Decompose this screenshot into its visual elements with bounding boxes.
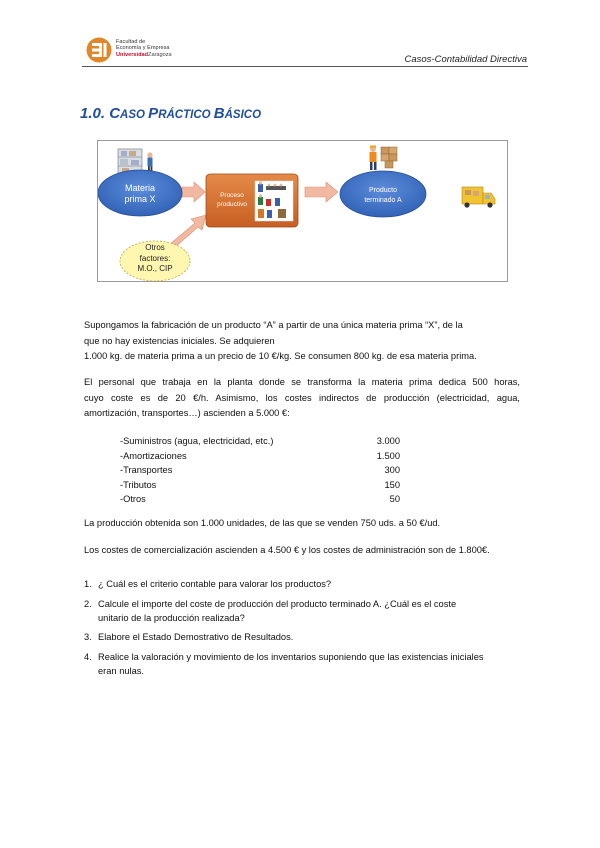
process-label — [208, 191, 256, 209]
cost-label: -Amortizaciones — [120, 450, 187, 461]
cost-label: -Otros — [120, 494, 146, 504]
cost-row — [120, 436, 400, 451]
title-cap-3: B — [213, 105, 225, 122]
worker-with-boxes-icon — [370, 146, 398, 171]
question-number: 4. — [84, 652, 92, 662]
question-text: Realice la valoración y movimiento de los inventarios suponiendo que las existencias iniciales — [98, 652, 484, 662]
logo-line-1: Facultad de — [116, 39, 146, 45]
cost-row — [120, 451, 400, 466]
question-number: 1. — [84, 579, 92, 589]
cost-value: 150 — [384, 479, 400, 490]
title-cap-2: P — [148, 105, 159, 122]
question-number: 3. — [84, 632, 92, 642]
paragraph-1-line-1: Supongamos la fabricación de un producto “A” a partir de una única materia prima “X”, de la — [84, 320, 463, 330]
question-text: Calcule el importe del coste de producción del producto terminado A. ¿Cuál es el coste — [98, 599, 457, 609]
cost-row — [120, 465, 400, 480]
question-item — [84, 631, 524, 645]
title-rest-2: RÁCTICO — [158, 109, 214, 121]
paragraph-4: Los costes de comercialización ascienden a 4.500 € y los costes de administración son de 1.800€. — [84, 545, 490, 555]
arrow-to-process — [182, 182, 205, 202]
question-number: 2. — [84, 599, 92, 609]
cost-label: -Tributos — [120, 479, 157, 490]
arrow-to-product — [305, 182, 338, 202]
question-item — [84, 651, 524, 679]
raw-material-label — [98, 183, 182, 205]
process-line-2: productivo — [217, 201, 247, 208]
question-text-continued: unitario de la producción realizada? — [98, 612, 245, 623]
logo-line-2: Economía y Empresa — [116, 45, 170, 52]
question-item — [84, 578, 524, 592]
question-item — [84, 598, 524, 626]
cost-row — [120, 494, 400, 509]
university-logo-icon — [86, 37, 112, 63]
raw-material-line-2: prima X — [124, 194, 156, 204]
finished-product-line-2: terminado A — [364, 196, 402, 204]
cost-value: 3.000 — [376, 436, 400, 446]
paragraph-2-line-1: El personal que trabaja en la planta donde se transforma la materia prima dedica 500 horas, — [84, 377, 520, 387]
finished-product-label — [340, 186, 426, 205]
other-factors-line-1: Otros — [145, 243, 165, 252]
title-rest-3: ÁSICO — [224, 109, 262, 121]
question-text-continued: eran nulas. — [98, 665, 144, 676]
university-logo-text — [116, 39, 172, 58]
production-diagram — [97, 140, 508, 282]
finished-product-line-1: Producto — [368, 187, 398, 194]
cost-label: -Suministros (agua, electricidad, etc.) — [120, 436, 274, 446]
question-text: Elabore el Estado Demostrativo de Resultados. — [98, 632, 294, 642]
cost-label: -Transportes — [120, 465, 173, 475]
header-divider — [82, 66, 528, 67]
paragraph-3: La producción obtenida son 1.000 unidades, de las que se venden 750 uds. a 50 €/ud. — [84, 518, 441, 528]
cost-value: 1.500 — [376, 450, 400, 461]
cost-value: 300 — [384, 465, 400, 475]
paragraph-1-line-3: 1.000 kg. de materia prima a un precio de 10 €/kg. Se consumen 800 kg. de esa materia prima. — [84, 351, 477, 361]
question-text: ¿ Cuál es el criterio contable para valorar los productos? — [98, 579, 332, 589]
cost-value: 50 — [389, 494, 400, 504]
process-line-1: Proceso — [220, 192, 244, 199]
paragraph-1-line-2: que no hay existencias iniciales. Se adquieren — [84, 335, 275, 346]
title-cap-1: C — [109, 105, 121, 122]
paragraph-1 — [84, 318, 520, 365]
running-header: Casos-Contabilidad Directiva — [404, 54, 527, 65]
paragraph-2-line-2: cuyo coste es de 20 €/h. Asimismo, los costes indirectos de producción (electricidad, agua, — [84, 392, 520, 403]
paragraph-2-line-3: amortización, transportes…) ascienden a 5.000 €: — [84, 408, 290, 418]
other-factors-label — [120, 243, 190, 275]
other-factors-line-2: factores: — [139, 253, 171, 263]
logo-line-3a: Universidad — [116, 51, 149, 58]
cost-row — [120, 480, 400, 495]
raw-material-line-1: Materia — [124, 183, 155, 193]
title-number: 1.0. — [80, 105, 106, 122]
other-factors-line-3: M.O., CIP — [137, 264, 173, 273]
section-title — [80, 105, 261, 122]
paragraph-2 — [84, 375, 520, 422]
title-rest-1: ASO — [120, 109, 149, 121]
delivery-truck-icon — [462, 187, 495, 208]
logo-line-3b: Zaragoza — [148, 51, 172, 58]
